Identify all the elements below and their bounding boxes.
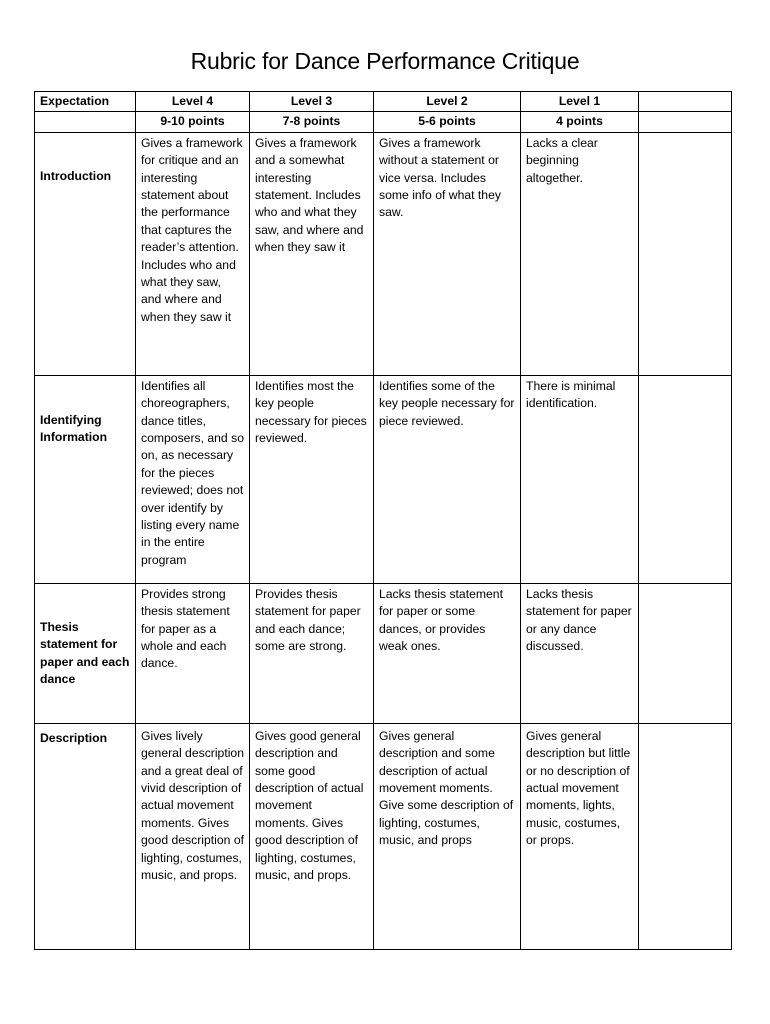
cell-introduction-level-2: Gives a framework without a statement or vice versa. Includes some info of what they saw. bbox=[374, 132, 521, 375]
cell-description-level-4: Gives lively general description and a great deal of vivid description of actual movement moments. Gives good description of lighting, costumes, music, and props. bbox=[136, 723, 250, 949]
header-level-4: Level 4 bbox=[136, 92, 250, 112]
expectation-description: Description bbox=[35, 723, 136, 949]
cell-description-level-1: Gives general description but little or no description of actual movement moments, lights, music, costumes, or props. bbox=[521, 723, 639, 949]
rubric-table bbox=[34, 91, 732, 950]
table-row-thesis-statement bbox=[35, 583, 732, 723]
table-row-introduction bbox=[35, 132, 732, 375]
cell-identifying-empty bbox=[639, 375, 732, 583]
header-level-1: Level 1 bbox=[521, 92, 639, 112]
cell-introduction-level-4: Gives a framework for critique and an interesting statement about the performance that captures the reader’s attention. Includes who and what they saw, and where and when they saw it bbox=[136, 132, 250, 375]
cell-description-level-2: Gives general description and some description of actual movement moments. Give some description of lighting, costumes, music, and props bbox=[374, 723, 521, 949]
header-row-levels bbox=[35, 92, 732, 112]
cell-description-level-3: Gives good general description and some good description of actual movement moments. Gives good description of lighting, costumes, music, and props. bbox=[250, 723, 374, 949]
expectation-identifying-information: Identifying Information bbox=[35, 375, 136, 583]
table-row-identifying-information bbox=[35, 375, 732, 583]
cell-description-empty bbox=[639, 723, 732, 949]
cell-introduction-level-1: Lacks a clear beginning altogether. bbox=[521, 132, 639, 375]
cell-identifying-level-3: Identifies most the key people necessary for pieces reviewed. bbox=[250, 375, 374, 583]
expectation-thesis-statement: Thesis statement for paper and each dance bbox=[35, 583, 136, 723]
cell-thesis-level-3: Provides thesis statement for paper and each dance; some are strong. bbox=[250, 583, 374, 723]
header-points-level-4: 9-10 points bbox=[136, 112, 250, 132]
header-row-points bbox=[35, 112, 732, 132]
expectation-introduction: Introduction bbox=[35, 132, 136, 375]
cell-thesis-level-4: Provides strong thesis statement for paper as a whole and each dance. bbox=[136, 583, 250, 723]
header-points-level-1: 4 points bbox=[521, 112, 639, 132]
header-points-level-3: 7-8 points bbox=[250, 112, 374, 132]
cell-identifying-level-2: Identifies some of the key people necessary for piece reviewed. bbox=[374, 375, 521, 583]
document-title: Rubric for Dance Performance Critique bbox=[190, 48, 580, 74]
header-points-blank bbox=[35, 112, 136, 132]
cell-thesis-empty bbox=[639, 583, 732, 723]
table-row-description bbox=[35, 723, 732, 949]
header-points-level-2: 5-6 points bbox=[374, 112, 521, 132]
cell-introduction-level-3: Gives a framework and a somewhat interesting statement. Includes who and what they saw, and where and when they saw it bbox=[250, 132, 374, 375]
header-level-3: Level 3 bbox=[250, 92, 374, 112]
header-expectation: Expectation bbox=[35, 92, 136, 112]
header-empty bbox=[639, 92, 732, 112]
header-level-2: Level 2 bbox=[374, 92, 521, 112]
cell-introduction-empty bbox=[639, 132, 732, 375]
cell-identifying-level-4: Identifies all choreographers, dance titles, composers, and so on, as necessary for the pieces reviewed; does not over identify by listing every name in the entire program bbox=[136, 375, 250, 583]
header-points-empty bbox=[639, 112, 732, 132]
cell-thesis-level-2: Lacks thesis statement for paper or some dances, or provides weak ones. bbox=[374, 583, 521, 723]
cell-identifying-level-1: There is minimal identification. bbox=[521, 375, 639, 583]
cell-thesis-level-1: Lacks thesis statement for paper or any dance discussed. bbox=[521, 583, 639, 723]
